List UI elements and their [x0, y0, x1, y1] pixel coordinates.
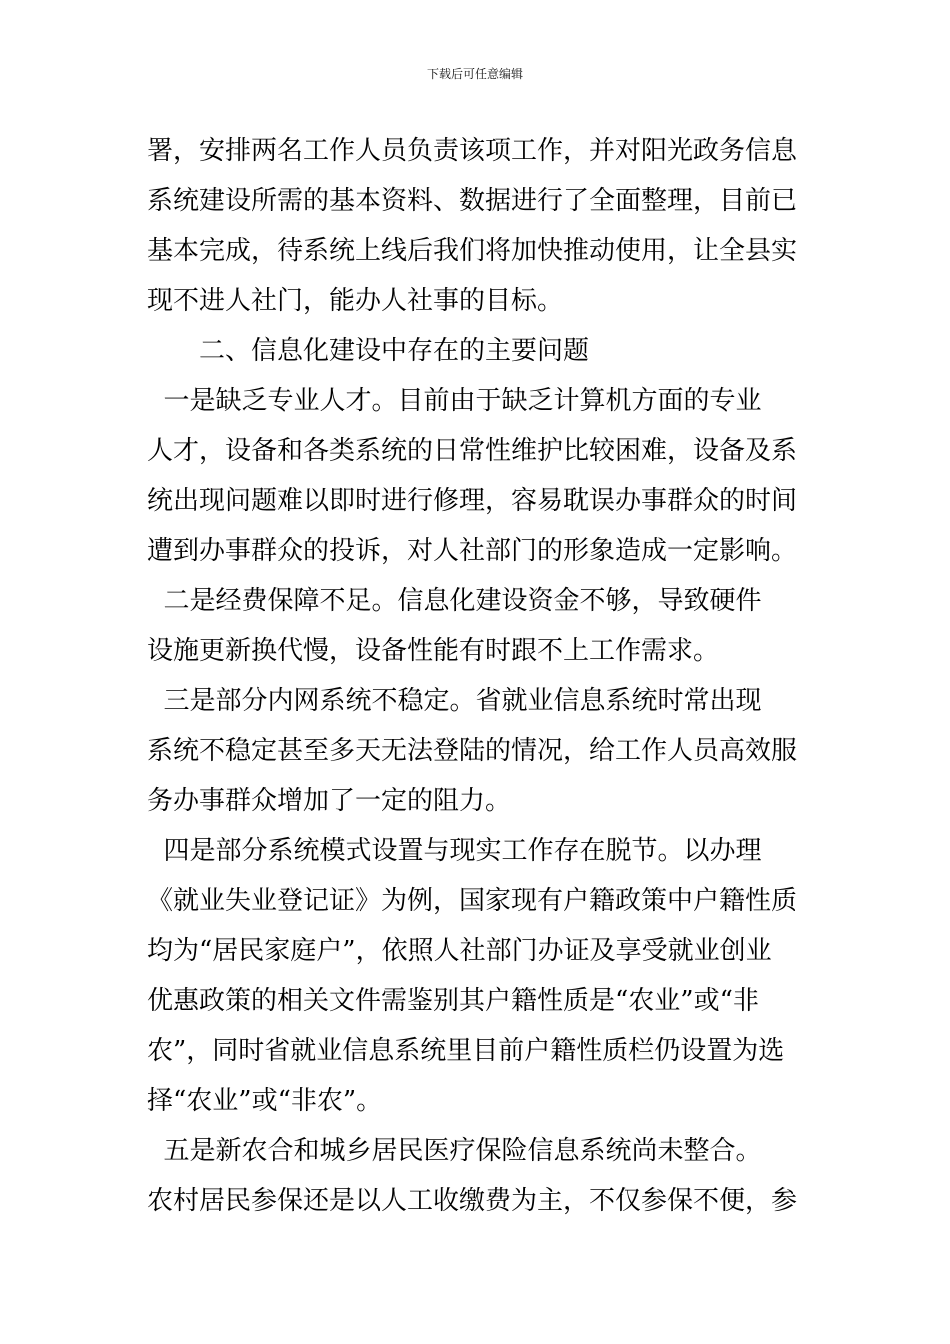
paragraph-issue-2: 二是经费保障不足。信息化建设资金不够，导致硬件 设施更新换代慢，设备性能有时跟不上工作需求。 — [147, 586, 762, 666]
section-heading: 二、信息化建设中存在的主要问题 — [199, 336, 590, 366]
paragraph-issue-5: 五是新农合和城乡居民医疗保险信息系统尚未整合。 农村居民参保还是以人工收缴费为主，不仅参保不便，参 — [147, 1136, 798, 1216]
paragraph-issue-1: 一是缺乏专业人才。目前由于缺乏计算机方面的专业 人才，设备和各类系统的日常性维护比较困难，设备及系 统出现问题难以即时进行修理，容易耽误办事群众的时间 遭到办事群众的投诉，对人社部门的形象造成一定影响。 — [147, 386, 798, 566]
header-note: 下载后可任意编辑 — [426, 67, 523, 81]
paragraph-continuation: 署，安排两名工作人员负责该项工作，并对阳光政务信息 系统建设所需的基本资料、数据进行了全面整理，目前已 基本完成，待系统上线后我们将加快推动使用，让全县实 现不进人社门，能办人社事的目标。 — [147, 136, 798, 316]
paragraph-issue-4: 四是部分系统模式设置与现实工作存在脱节。以办理 《就业失业登记证》为例，国家现有户籍政策中户籍性质 均为“居民家庭户”，依照人社部门办证及享受就业创业 优惠政策的相关文件需鉴别其户籍性质是“农业”或“非 农”，同时省就业信息系统里目前户籍性质栏仍设置为选 择“农业”或“非农”。 — [147, 836, 798, 1116]
paragraph-issue-3: 三是部分内网系统不稳定。省就业信息系统时常出现 系统不稳定甚至多天无法登陆的情况，给工作人员高效服 务办事群众增加了一定的阻力。 — [147, 686, 798, 816]
document-body — [147, 126, 807, 1226]
